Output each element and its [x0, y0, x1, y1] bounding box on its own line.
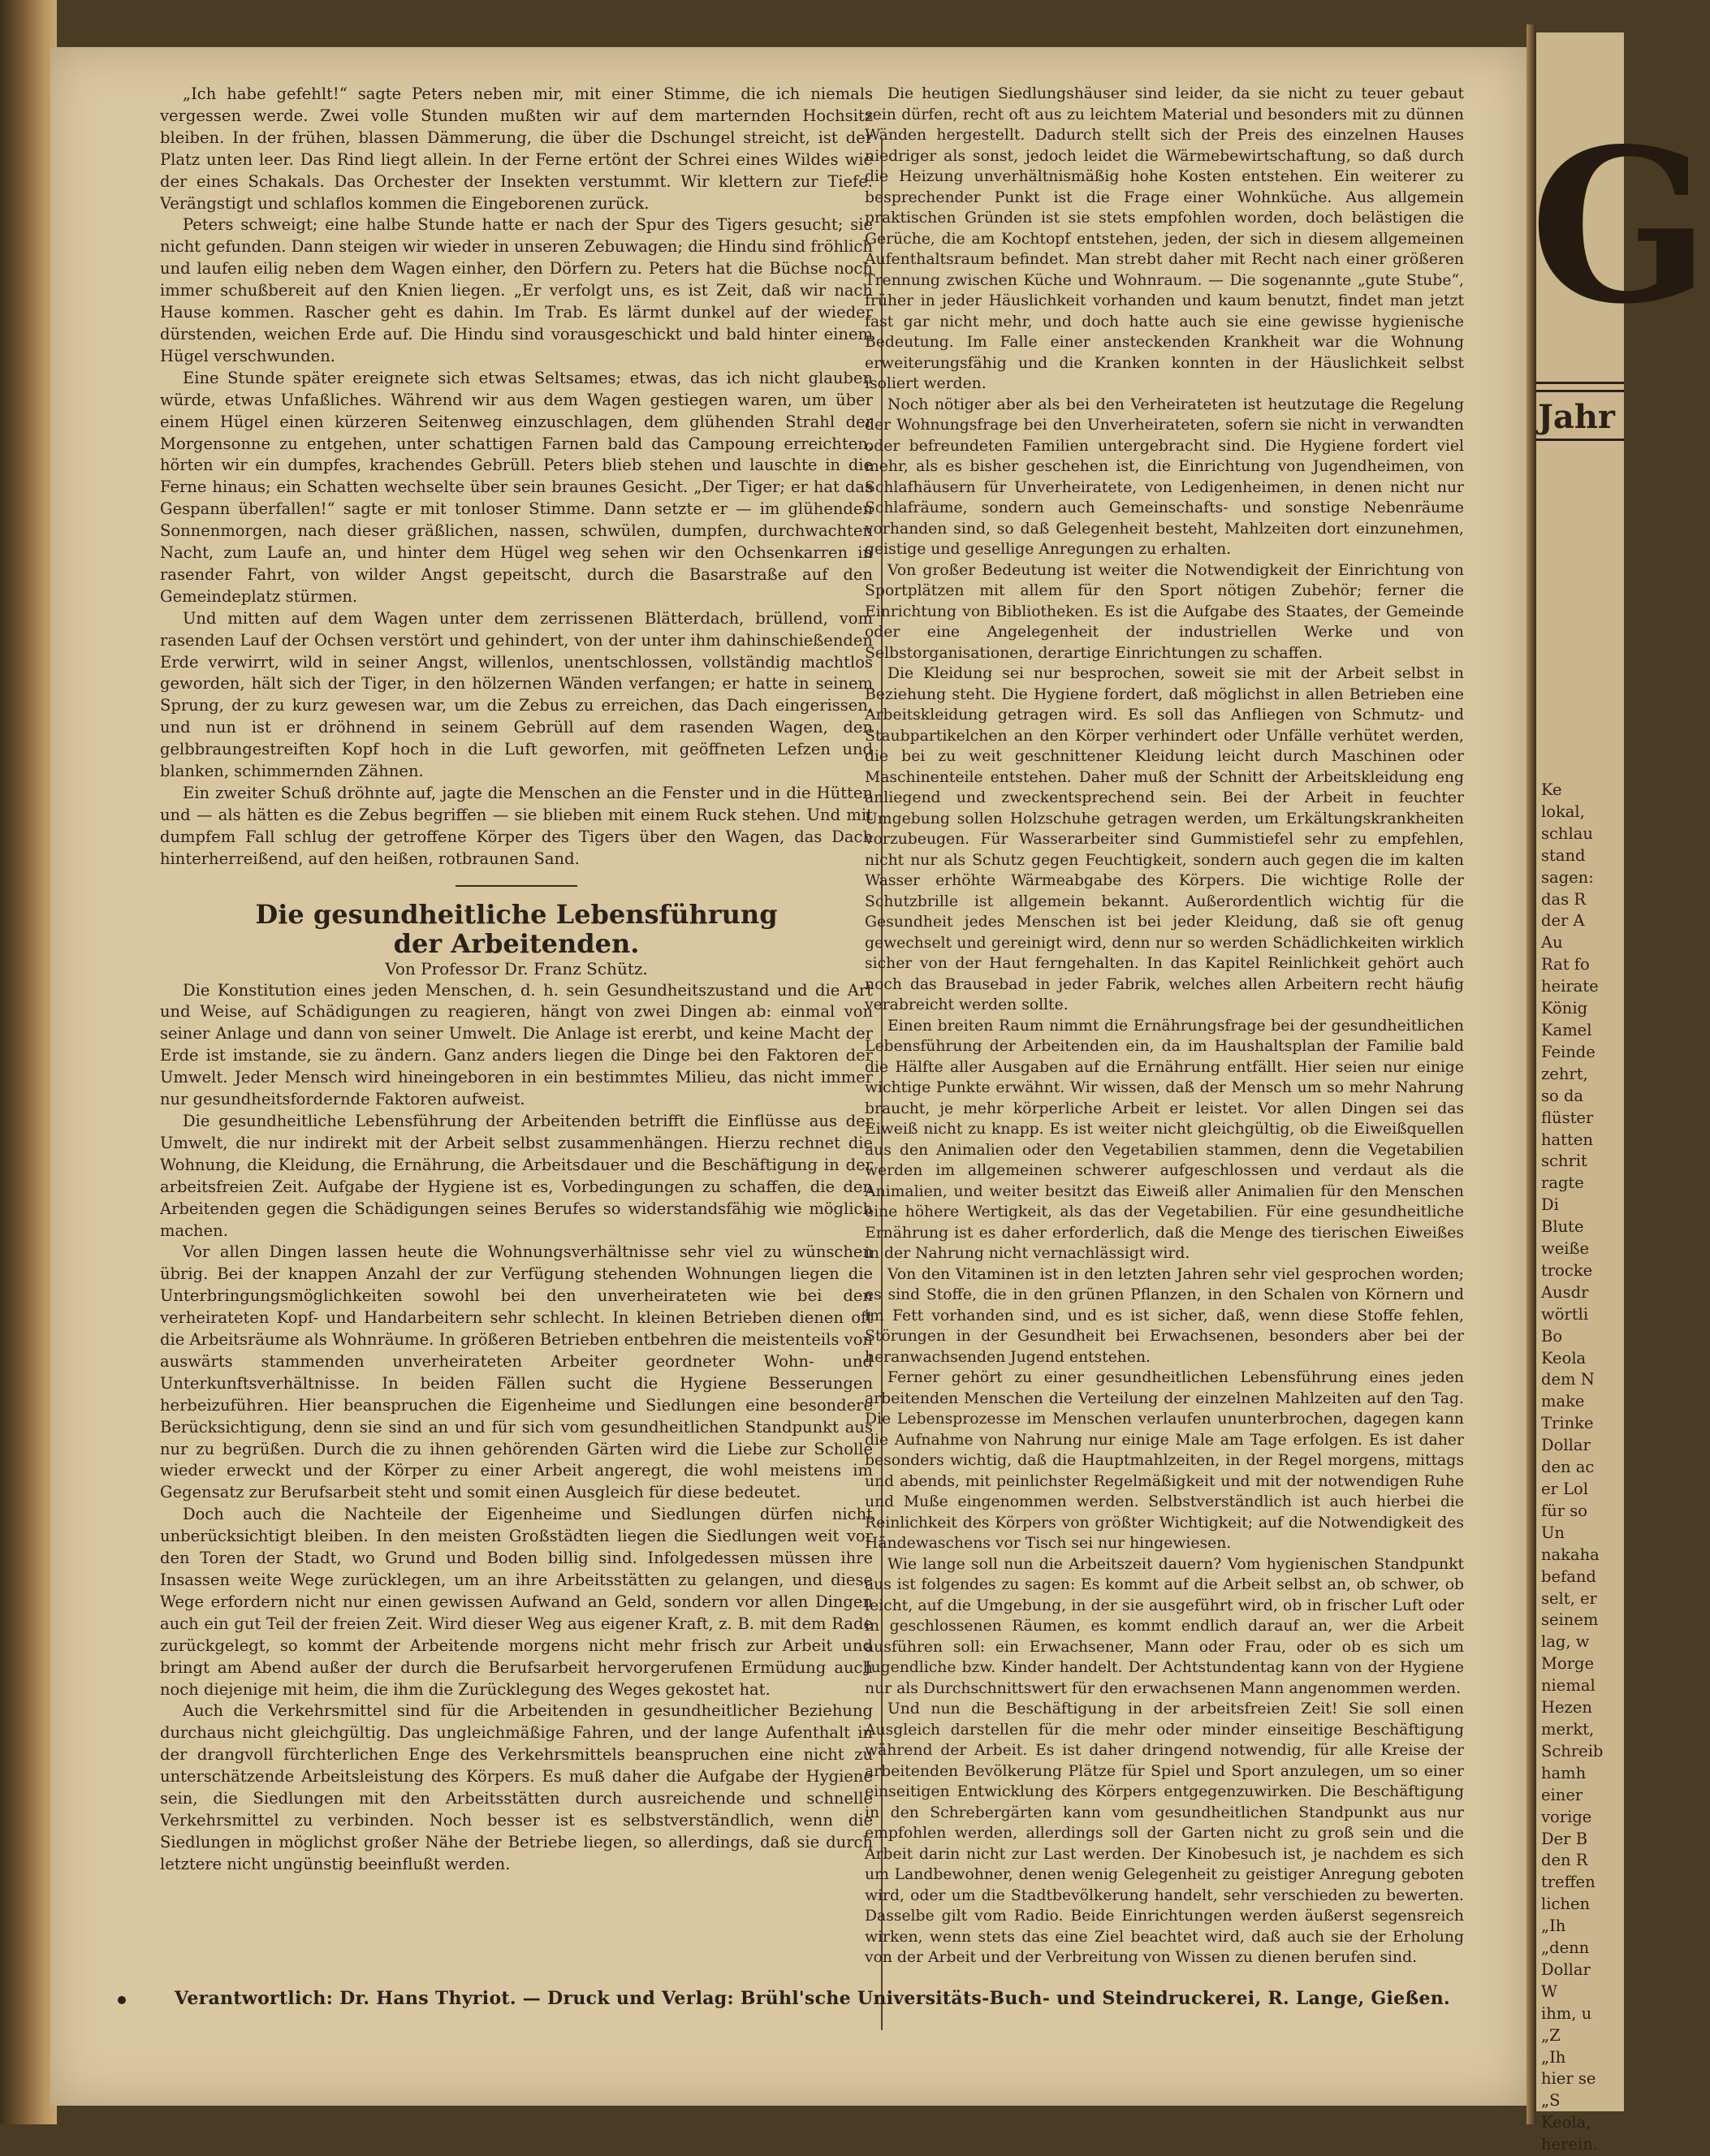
story-article [160, 84, 873, 871]
adjacent-page-line: „denn [1541, 1938, 1590, 1958]
story-paragraph: Eine Stunde später ereignete sich etwas Seltsames; etwas, das ich nicht glauben würde, etwas Unfaßliches. Während wir aus dem Wagen gestiegen waren, um über einem Hügel einen kürzeren Seitenweg einzuschlagen, dem glühenden Strahl der Morgensonne zu entgehen, unter schattigen Farnen bald das Campoung erreichten, hörten wir ein dumpfes, krachendes Gebrüll. Peters blieb stehen und lauschte in die Ferne hinaus; ein Schatten wechselte über sein braunes Gesicht. „Der Tiger; er hat das Gespann überfallen!“ sagte er mit tonloser Stimme. Dann setzte er — im glühenden Sonnenmorgen, nach dieser gräßlichen, nassen, schwülen, dumpfen, durchwachten Nacht, zum Laufe an, und hinter dem Hügel weg sehen wir den Ochsenkarren in rasender Fahrt, von wilder Angst gepeitscht, durch die Basarstraße auf den Gemeindeplatz stürmen. [160, 368, 873, 606]
adjacent-page-line: König [1541, 999, 1588, 1018]
adjacent-page-line: er Lol [1541, 1480, 1588, 1498]
imprint-footer: Verantwortlich: Dr. Hans Thyriot. — Druck und Verlag: Brühl'sche Universitäts-Buch- und Steindruckerei, R. Lange, Gießen. [175, 1988, 1451, 2009]
left-column [160, 84, 873, 1876]
book-binding [0, 0, 57, 2124]
article-paragraph: Auch die Verkehrsmittel sind für die Arbeitenden in gesundheitlicher Beziehung durchaus nicht gleichgültig. Das ungleichmäßige Fahren, und der lange Aufenthalt in der drangvoll fürchterlichen Enge des Verkehrsmittels beanspruchen eine nicht zu unterschätzende Arbeitsleistung des Körpers. Es muß daher die Aufgabe der Hygiene sein, die Siedlungen mit den Arbeitsstätten durch ausreichende und schnelle Verkehrsmittel zu verbinden. Noch besser ist es selbstverständlich, wenn die Siedlungen in möglichst großer Nähe der Betriebe liegen, so allerdings, daß sie durch letztere nicht ungünstig beeinflußt werden. [160, 1701, 873, 1873]
article-paragraph: Vor allen Dingen lassen heute die Wohnungsverhältnisse sehr viel zu wünschen übrig. Bei der knappen Anzahl der zur Verfügung stehenden Wohnungen liegen die Unterbringungsmöglichkeiten sowohl bei den unverheirateten wie bei den verheirateten Kopf- und Handarbeitern sehr schlecht. In kleinen Betrieben dienen oft die Arbeitsräume als Wohnräume. In größeren Betrieben entbehren die meistenteils von auswärts stammenden unverheirateten Arbeiter geordneter Wohn- und Unterkunftsverhältnisse. In beiden Fällen sucht die Hygiene Besserungen herbeizuführen. Hier beanspruchen die Eigenheime und Siedlungen eine besondere Berücksichtigung, denn sie sind an und für sich vom gesundheitlichen Standpunkt aus nur zu begrüßen. Durch die zu ihnen gehörenden Gärten wird die Liebe zur Scholle wieder erweckt und der Körper zu einer Arbeit angeregt, die wohl meistens im Gegensatz zur Berufsarbeit steht und somit einen Ausgleich für diese bedeutet. [160, 1242, 873, 1502]
adjacent-page-rule [1536, 439, 1624, 441]
adjacent-page-line: zehrt, [1541, 1064, 1588, 1083]
adjacent-page-line: selt, er [1541, 1588, 1597, 1608]
adjacent-page-line: „Z [1541, 2025, 1561, 2045]
article-paragraph: Die heutigen Siedlungshäuser sind leider, da sie nicht zu teuer gebaut sein dürfen, recht oft aus zu leichtem Material und besonders mit zu dünnen Wänden hergestellt. Dadurch stellt sich der Preis des einzelnen Hauses niedriger als sonst, jedoch leidet die Wärmebewirtschaftung, so daß durch die Heizung unverhältnismäßig hohe Kosten entstehen. Ein weiterer zu besprechender Punkt ist die Frage einer Wohnküche. Aus allgemein praktischen Gründen ist sie stets empfohlen worden, doch belästigen die Gerüche, die am Kochtopf entstehen, jeden, der sich in diesem allgemeinen Aufenthaltsraum befindet. Man strebt daher mit Recht nach einer größeren Trennung zwischen Küche und Wohnraum. — Die sogenannte „gute Stube“, früher in jeder Häuslichkeit vorhanden und kaum benutzt, findet man jetzt fast gar nicht mehr, und doch hatte auch sie eine gewisse hygienische Bedeutung. Im Falle einer ansteckenden Krankheit war die Wohnung erweiterungsfähig und die Kranken konnten in der Häuslichkeit selbst isoliert werden. [865, 85, 1464, 392]
adjacent-page-line: hier se [1541, 2069, 1596, 2089]
adjacent-page-line: das R [1541, 889, 1586, 909]
adjacent-page-line: make [1541, 1392, 1585, 1411]
article-paragraph: Von den Vitaminen ist in den letzten Jahren sehr viel gesprochen worden; es sind Stoffe, die in den grünen Pflanzen, in den Schalen von Körnern und im Fett vorhanden sind, und es ist sicher, daß, wenn diese Stoffe fehlen, Störungen in der Gesundheit bei Erwachsenen, besonders aber bei der heranwachsenden Jugend entstehen. [865, 1265, 1464, 1366]
adjacent-page-line: befand [1541, 1566, 1596, 1586]
article-paragraph: Doch auch die Nachteile der Eigenheime und Siedlungen dürfen nicht unberücksichtigt bleiben. In den meisten Großstädten liegen die Siedlungen weit vor den Toren der Stadt, wo Grund und Boden billig sind. Infolgedessen müssen ihre Insassen weite Wege zurücklegen, um an ihre Arbeitsstätten zu gelangen, und diese Wege erfordern nicht nur einen gewissen Aufwand an Geld, sondern vor allen Dingen auch ein gut Teil der freien Zeit. Wird dieser Weg aus eigener Kraft, z. B. mit dem Rade zurückgelegt, so kommt der Arbeitende morgens nicht mehr frisch zur Arbeit und bringt am Abend außer der durch die Berufsarbeit hervorgerufenen Ermüdung auch noch diejenige mit heim, die ihm die Zurücklegung des Weges gekostet hat. [160, 1505, 873, 1699]
adjacent-page-line: vorige [1541, 1807, 1592, 1826]
adjacent-page-line: Ausdr [1541, 1282, 1589, 1302]
adjacent-page-line: Keola [1541, 1348, 1587, 1367]
adjacent-page-line: hamh [1541, 1763, 1587, 1782]
adjacent-page-line: dem N [1541, 1370, 1595, 1389]
adjacent-page-line: Blute [1541, 1217, 1584, 1237]
adjacent-page-line: stand [1541, 845, 1586, 865]
adjacent-page-text [1541, 780, 1603, 2156]
adjacent-page-line: den ac [1541, 1458, 1595, 1477]
article-paragraph: Ferner gehört zu einer gesundheitlichen Lebensführung eines jeden arbeitenden Menschen die Verteilung der einzelnen Mahlzeiten auf den Tag. Die Lebensprozesse im Menschen verlaufen ununterbrochen, dagegen kann die Aufnahme von Nahrung nur einige Male am Tage erfolgen. Es ist daher besonders wichtig, daß die Hauptmahlzeiten, in der Regel morgens, mittags und abends, mit peinlichster Regelmäßigkeit und mit der notwendigen Ruhe und Muße eingenommen werden. Selbstverständlich ist auch hierbei die Reinlichkeit des Körpers von größter Wichtigkeit; auf die Notwendigkeit des Händewaschens vor Tisch sei nur hingewiesen. [865, 1369, 1464, 1552]
adjacent-page-line: lag, w [1541, 1632, 1590, 1652]
adjacent-page-line: merkt, [1541, 1719, 1595, 1739]
adjacent-page-line: lichen [1541, 1895, 1591, 1914]
adjacent-page-line: lokal, [1541, 801, 1585, 821]
adjacent-page-line: den R [1541, 1851, 1588, 1870]
adjacent-page-rule [1536, 382, 1624, 384]
article-paragraph: Einen breiten Raum nimmt die Ernährungsfrage bei der gesundheitlichen Lebensführung der Arbeitenden ein, da im Haushaltsplan der Familie bald die Hälfte aller Ausgaben auf die Ernährung entfällt. Hier seien nur einige wichtige Punkte erwähnt. Wir wissen, daß der Mensch um so mehr Nahrung braucht, je mehr körperliche Arbeit er leistet. Vor allen Dingen sei das Eiweiß nicht zu knapp. Es ist weiter nicht gleichgültig, ob die Eiweißquellen aus den Animalien oder den Vegetabilien stammen, denn die Vegetabilien werden im allgemeinen schwerer aufgeschlossen und verdaut als die Animalien, und weiter besitzt das Eiweiß aller Animalien für den Menschen eine höhere Wertigkeit, als das der Vegetabilien. Für eine gesundheitliche Ernährung ist es daher erforderlich, daß die Menge des tierischen Eiweißes in der Nahrung nicht vernachlässigt wird. [865, 1017, 1464, 1262]
article-paragraph: Die gesundheitliche Lebensführung der Arbeitenden betrifft die Einflüsse aus der Umwelt, die nur indirekt mit der Arbeit selbst zusammenhängen. Hierzu rechnet die Wohnung, die Kleidung, die Ernährung, die Arbeitsdauer und die Beschäftigung in der arbeitsfreien Zeit. Aufgabe der Hygiene ist es, Vorbedingungen zu schaffen, die den Arbeitenden gegen die Schädigungen seines Berufes so widerstandsfähig wie möglich machen. [160, 1111, 873, 1240]
adjacent-page-header: Jahr [1538, 398, 1615, 436]
adjacent-page-line: herein. [1541, 2135, 1598, 2154]
adjacent-page-line: Keola, [1541, 2113, 1591, 2132]
adjacent-page-line: niemal [1541, 1676, 1596, 1696]
article-separator [456, 885, 577, 887]
adjacent-page-line: Hezen [1541, 1698, 1592, 1717]
article-paragraph: Noch nötiger aber als bei den Verheirateten ist heutzutage die Regelung der Wohnungsfrage bei den Unverheirateten, sofern sie nicht in verwandten oder befreundeten Familien untergebracht sind. Die Hygiene fordert viel mehr, als es bisher geschehen ist, die Einrichtung von Jugendheimen, von Schlafhäusern für Unverheiratete, von Ledigenheimen, in denen nicht nur Schlafräume, sondern auch Gemeinschafts- und sonstige Nebenräume vorhanden sind, so daß Gelegenheit besteht, Mahlzeiten dort einzunehmen, geistige und gesellige Anregungen zu erhalten. [865, 395, 1464, 558]
adjacent-page-line: „Ih [1541, 2047, 1566, 2067]
article-byline: Von Professor Dr. Franz Schütz. [385, 958, 648, 979]
adjacent-page-line: „S [1541, 2091, 1561, 2111]
adjacent-page-masthead-letter: G [1530, 103, 1710, 351]
adjacent-page-line: Feinde [1541, 1042, 1596, 1061]
adjacent-page-line: trocke [1541, 1260, 1593, 1280]
adjacent-page-line: Trinke [1541, 1414, 1594, 1433]
story-paragraph: Und mitten auf dem Wagen unter dem zerrissenen Blätterdach, brüllend, vom rasenden Lauf der Ochsen verstört und gehindert, von der unter ihm dahinschießenden Erde verwirrt, wild in seiner Angst, willenlos, unentschlossen, vollständig machtlos geworden, hält sich der Tiger, in den hölzernen Wänden verfangen; er hatte in seinem Sprung, der zu kurz gewesen war, um die Zebus zu erreichen, das Dach eingerissen, und nun ist er dröhnend in seinem Gebrüll auf dem rasenden Wagen, den gelbbraungestreiften Kopf hoch in die Luft geworfen, mit geöffneten Lefzen und blanken, schimmernden Zähnen. [160, 608, 873, 781]
adjacent-page-line: einer [1541, 1785, 1583, 1804]
adjacent-page-line: Un [1541, 1523, 1565, 1542]
adjacent-page-line: W [1541, 1981, 1558, 2001]
adjacent-page-line: der A [1541, 911, 1585, 931]
adjacent-page-line: für so [1541, 1501, 1588, 1520]
adjacent-page-line: Di [1541, 1195, 1559, 1215]
adjacent-page-line: seinem [1541, 1610, 1599, 1630]
article-paragraph: Die Kleidung sei nur besprochen, soweit sie mit der Arbeit selbst in Beziehung steht. Die Hygiene fordert, daß möglichst in allen Betrieben eine Arbeitskleidung getragen wird. Es soll das Anfliegen von Schmutz- und Staubpartikelchen an den Körper verhindert oder Unfälle verhütet werden, die bei zu weit geschnittener Kleidung leicht durch Maschinen oder Maschinenteile entstehen. Daher muß der Schnitt der Arbeitskleidung eng anliegend und zweckentsprechend sein. Bei der Arbeit in feuchter Umgebung sollen Holzschuhe getragen werden, um Erkältungskrankheiten vorzubeugen. Für Wasserarbeiter sind Gummistiefel sehr zu empfehlen, nicht nur als Schutz gegen Feuchtigkeit, sondern auch gegen die im kalten Wasser erhöhte Wärmeabgabe des Körpers. Die wichtige Rolle der Schutzbrille ist allgemein bekannt. Außerordentlich wichtig für die Gesundheit jedes Menschen ist bei jeder Kleidung, daß sie oft genug gewechselt und gereinigt wird, denn nur so werden Schädlichkeiten wirklich sicher von der Haut ferngehalten. In das Kapitel Reinlichkeit gehört auch noch das Brausebad in jeder Fabrik, welches allen Arbeitern recht häufig verabreicht werden sollte. [865, 665, 1464, 1013]
adjacent-page-line: wörtli [1541, 1304, 1589, 1324]
adjacent-page-line: schlau [1541, 823, 1593, 843]
article-paragraph: Und nun die Beschäftigung in der arbeitsfreien Zeit! Sie soll einen Ausgleich darstellen für die mehr oder minder einseitige Beschäftigung während der Arbeit. Es ist daher dringend notwendig, für alle Kreise der arbeitenden Bevölkerung Plätze für Spiel und Sport anzulegen, um so einer einseitigen Entwicklung des Körpers entgegenzuwirken. Die Beschäftigung in den Schrebergärten kann vom gesundheitlichen Standpunkt aus nur empfohlen werden, allerdings soll der Garten nicht zu groß sein und die Arbeit darin nicht zur Last werden. Der Kinobesuch ist, je nachdem es sich um Landbewohner, denen wenig Gelegenheit zu geistiger Anregung geboten wird, oder um die Stadtbevölkerung handelt, sehr verschieden zu bewerten. Dasselbe gilt vom Radio. Beide Einrichtungen werden äußerst segensreich wirken, wenn stets das eine Ziel beachtet wird, daß auch sie der Erholung von der Arbeit und der Verbreitung von Wissen zu dienen berufen sind. [865, 1700, 1464, 1966]
story-paragraph: „Ich habe gefehlt!“ sagte Peters neben mir, mit einer Stimme, die ich niemals vergessen werde. Zwei volle Stunden mußten wir auf dem marternden Hochsitz bleiben. In der frühen, blassen Dämmerung, die über die Dschungel streicht, ist der Platz unten leer. Das Rind liegt allein. In der Ferne ertönt der Schrei eines Wildes wie der eines Schakals. Das Orchester der Insekten verstummt. Wir klettern zur Tiefe. Verängstigt und schlaflos kommen die Eingeborenen zurück. [160, 84, 873, 213]
adjacent-page-line: schrit [1541, 1151, 1587, 1171]
right-column [865, 84, 1464, 1968]
adjacent-page-line: sagen: [1541, 867, 1594, 887]
story-paragraph: Ein zweiter Schuß dröhnte auf, jagte die Menschen an die Fenster und in die Hütten und — als hätten es die Zebus begriffen — sie blieben mit einem Ruck stehen. Und mit dumpfem Fall schlug der getroffene Körper des Tigers über den Wagen, das Dach hinterherreißend, auf den heißen, rotbraunen Sand. [160, 784, 873, 868]
adjacent-page-line: heirate [1541, 977, 1599, 996]
article-headline: Die gesundheitliche Lebensführung [255, 898, 778, 930]
adjacent-page-line: Dollar [1541, 1436, 1591, 1455]
article-headline-line-2: der Arbeitenden. [393, 927, 640, 959]
adjacent-page-line: treffen [1541, 1873, 1596, 1892]
adjacent-page-line: nakaha [1541, 1545, 1600, 1564]
adjacent-page-line: Morge [1541, 1654, 1595, 1674]
adjacent-page-line: Rat fo [1541, 955, 1590, 974]
footer-bullet [118, 1996, 126, 2004]
article-paragraph: Wie lange soll nun die Arbeitszeit dauern? Vom hygienischen Standpunkt aus ist folgendes zu sagen: Es kommt auf die Arbeit selbst an, ob schwer, ob leicht, auf die Umgebung, in der sie ausgeführt wird, ob in frischer Luft oder in geschlossenen Räumen, es kommt endlich darauf an, wer die Arbeit ausführen soll: ein Erwachsener, Mann oder Frau, oder ob es sich um Jugendliche bzw. Kinder handelt. Der Achtstundentag kann von der Hygiene nur als Durchschnittswert für den erwachsenen Mann angenommen werden. [865, 1555, 1464, 1697]
adjacent-page-line: Dollar [1541, 1959, 1591, 1979]
health-article [160, 900, 873, 1876]
adjacent-page-line: Schreib [1541, 1741, 1604, 1761]
adjacent-page-line: Der B [1541, 1829, 1588, 1848]
story-paragraph: Peters schweigt; eine halbe Stunde hatte er nach der Spur des Tigers gesucht; sie nicht gefunden. Dann steigen wir wieder in unseren Zebuwagen; die Hindu sind fröhlich und laufen eilig neben dem Wagen einher, den Dörfern zu. Peters hat die Büchse noch immer schußbereit auf den Knien liegen. „Er verfolgt uns, es ist Zeit, daß wir nach Hause kommen. Rascher geht es dahin. Im Trab. Es lärmt dunkel auf der wieder dürstenden, weichen Erde auf. Die Hindu sind vorausgeschickt und bald hinter einem Hügel verschwunden. [160, 215, 873, 365]
adjacent-page-fragment [1530, 32, 1710, 2154]
adjacent-page-line: ragte [1541, 1173, 1584, 1193]
adjacent-page-line: flüster [1541, 1108, 1594, 1127]
adjacent-page-line: „Ih [1541, 1916, 1566, 1936]
article-paragraph: Von großer Bedeutung ist weiter die Notwendigkeit der Einrichtung von Sportplätzen mit allem für den Sport nötigen Zubehör; ferner die Einrichtung von Bibliotheken. Es ist die Aufgabe des Staates, der Gemeinde oder eine Angelegenheit der industriellen Werke und von Selbstorganisationen, derartige Einrichtungen zu schaffen. [865, 561, 1464, 662]
adjacent-page-line: Ke [1541, 780, 1562, 799]
article-paragraph: Die Konstitution eines jeden Menschen, d. h. sein Gesundheitszustand und die Art und Weise, auf Schädigungen zu reagieren, hängt von zwei Dingen ab: einmal von seiner Anlage und dann von seiner Umwelt. Die Anlage ist ererbt, und keine Macht der Erde ist imstande, sie zu ändern. Ganz anders liegen die Dinge bei den Faktoren der Umwelt. Jeder Mensch wird hineingeboren in ein bestimmtes Milieu, das nicht immer nur gesundheitsfordernde Faktoren aufweist. [160, 980, 873, 1109]
adjacent-page-line: Bo [1541, 1326, 1563, 1346]
adjacent-page-rule [1536, 390, 1624, 392]
adjacent-page-line: weiße [1541, 1239, 1590, 1259]
adjacent-page-line: Au [1541, 933, 1563, 953]
adjacent-page-line: so da [1541, 1086, 1584, 1105]
adjacent-page-line: Kamel [1541, 1020, 1592, 1039]
adjacent-page-line: hatten [1541, 1130, 1593, 1149]
adjacent-page-line: ihm, u [1541, 2003, 1592, 2023]
